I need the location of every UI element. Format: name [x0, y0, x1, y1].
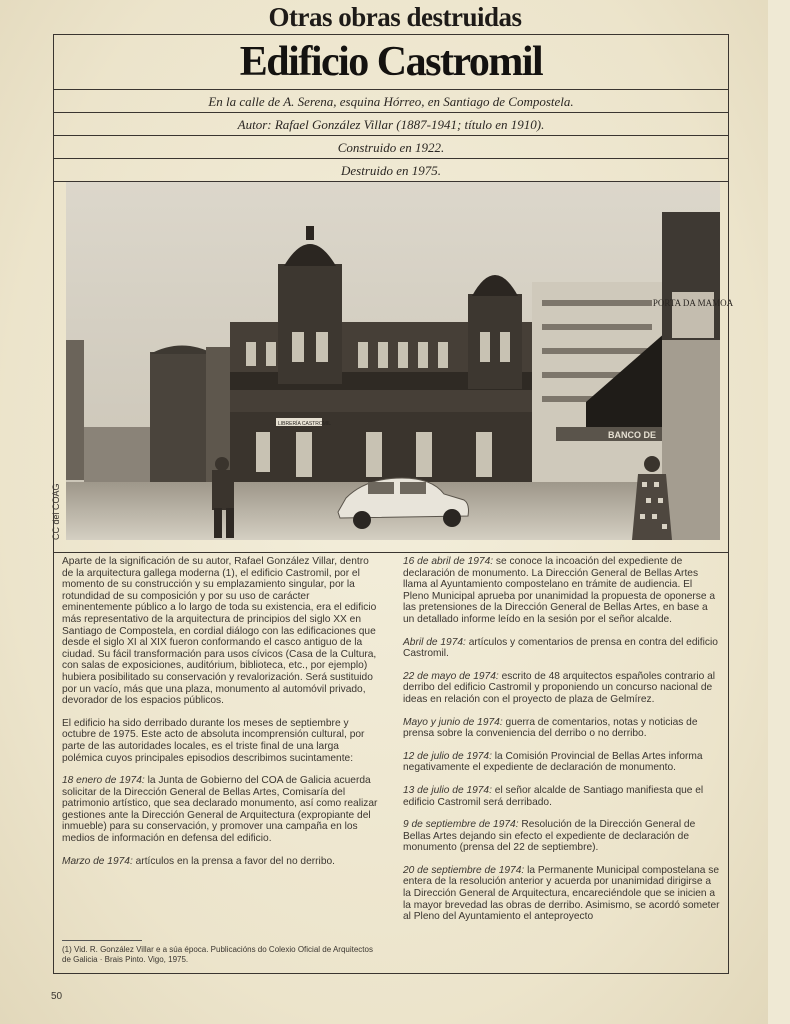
entry-text: Resolución de la Dirección General de Bellas Artes dejando sin efecto el expediente de declaración de monumento (prensa del 22 de septiembre).	[403, 819, 696, 854]
chronology-entry	[62, 856, 380, 868]
entry-text: artículos y comentarios de prensa en contra del edificio Castromil.	[403, 636, 718, 660]
entry-date: Mayo y junio de 1974:	[403, 716, 503, 728]
divider	[53, 89, 729, 90]
entry-date: 18 enero de 1974:	[62, 775, 145, 787]
entry-text: escrito de 48 arquitectos españoles contrario al derribo del edificio Castromil y proponiendo un concurso nacional de ideas en relación con el proyecto de plaza de Gelmírez.	[403, 670, 716, 705]
page-title: Edificio Castromil	[239, 39, 543, 85]
building-photo	[66, 182, 734, 540]
chronology-entry	[62, 775, 380, 845]
entry-date: 22 de mayo de 1974:	[403, 670, 499, 682]
right-column	[403, 556, 721, 934]
entry-text: guerra de comentarios, notas y noticias de prensa sobre la conveniencia del derribo o no derribo.	[403, 716, 698, 740]
divider	[53, 552, 729, 553]
chronology-entry	[403, 556, 721, 626]
divider	[53, 135, 729, 136]
info-author: Autor: Rafael González Villar (1887-1941; título en 1910).	[237, 117, 545, 132]
info-built: Construido en 1922.	[337, 140, 445, 155]
entry-date: 9 de septiembre de 1974:	[403, 819, 519, 831]
paragraph: Aparte de la significación de su autor, Rafael González Villar, dentro de la arquitectura gallega moderna (1), el edificio Castromil, por el momento de su construcción y su emplazamiento singular, por la rotundidad de su composición y por su uso de carácter eminentemente público a lo largo de toda su existencia, era el edificio más representativo de la arquitectura de principios del siglo XX en Santiago de Compostela, en cordial diálogo con las edificaciones que desde el siglo XI al XIX fueron conformando el casco antiguo de la ciudad. Su fácil transformación para usos cívicos (Casa de la Cultura, con salas de exposiciones, auditórium, biblioteca, etc., por ejemplo) hubiera posibilitado su conservación y revalorización. Será sustituido por un vacío, más que una plaza, monumento al automóvil privado, devorador de los espacios públicos.	[62, 556, 377, 707]
chronology-entry	[403, 671, 721, 706]
divider	[53, 112, 729, 113]
chronology-entry	[403, 785, 721, 808]
entry-text: el señor alcalde de Santiago manifiesta que el edificio Castromil será derribado.	[403, 784, 704, 808]
entry-date: 20 de septiembre de 1974:	[403, 864, 525, 876]
entry-text: la Permanente Municipal compostelana se entera de la resolución anterior y acuerda por unanimidad dirigirse a la Dirección General de Arquitectura, encareciéndole que se inicien a la mayor brevedad las obras de derribo. Asimismo, se acordó someter al Pleno del Ayuntamiento el anteproyecto	[403, 864, 720, 923]
footnote: (1) Vid. R. González Villar e a súa época. Publicacións do Colexio Oficial de Arquitectos de Galicia · Brais Pinto. Vigo, 1975.	[62, 945, 373, 964]
page-number: 50	[51, 991, 63, 1002]
entry-date: 13 de julio de 1974:	[403, 784, 492, 796]
chronology-entry	[403, 865, 721, 923]
chronology-entry	[403, 819, 721, 854]
shop-sign-text: LIBRERÍA CASTROMIL	[278, 421, 332, 427]
wall-sign-text: PORTA DA MAMOA	[652, 298, 734, 308]
entry-text: artículos en la prensa a favor del no derribo.	[135, 855, 335, 867]
info-location: En la calle de A. Serena, esquina Hórreo, en Santiago de Compostela.	[208, 94, 574, 109]
entry-text: la Junta de Gobierno del COA de Galicia acuerda solicitar de la Dirección General de Bellas Artes, Comisaría del patrimonio artístico, que sea declarado monumento, así como realizar gestiones ante la Dirección General de Arquitectura (expropiante del inmueble) para su conservación, y promover una campaña en los medios de información en defensa del edificio.	[62, 775, 378, 845]
entry-date: Marzo de 1974:	[62, 855, 133, 867]
chronology-entry	[403, 637, 721, 660]
divider	[53, 158, 729, 159]
footnote-rule	[62, 940, 142, 941]
info-destroyed: Destruido en 1975.	[340, 163, 442, 178]
entry-date: 16 de abril de 1974:	[403, 556, 494, 567]
section-kicker: Otras obras destruidas	[268, 2, 522, 32]
entry-text: la Comisión Provincial de Bellas Artes informa negativamente el expediente de declaración de monumento.	[403, 750, 703, 774]
chronology-entry	[403, 751, 721, 774]
entry-text: se conoce la incoación del expediente de declaración de monumento. La Dirección General de Bellas Artes llama al Ayuntamiento compostelano en trámite de audiencia. El Pleno Municipal aprueba por unanimidad la propuesta de oponerse a las pretensiones de la Dirección General de Bellas Artes, en base a un detallado informe leído en la sesión por el señor alcalde.	[403, 556, 716, 625]
entry-date: Abril de 1974:	[403, 636, 466, 648]
bank-sign-text: BANCO DE	[608, 430, 657, 440]
chronology-entry	[403, 717, 721, 740]
paragraph: El edificio ha sido derribado durante los meses de septiembre y octubre de 1975. Este acto de absoluta incomprensión cultural, por parte de las autoridades locales, es el triste final de una larga polémica cuyos principales episodios describimos sucintamente:	[62, 717, 365, 764]
entry-date: 12 de julio de 1974:	[403, 750, 492, 762]
left-column	[62, 556, 380, 878]
photo-credit: CC del COAG	[51, 483, 61, 540]
